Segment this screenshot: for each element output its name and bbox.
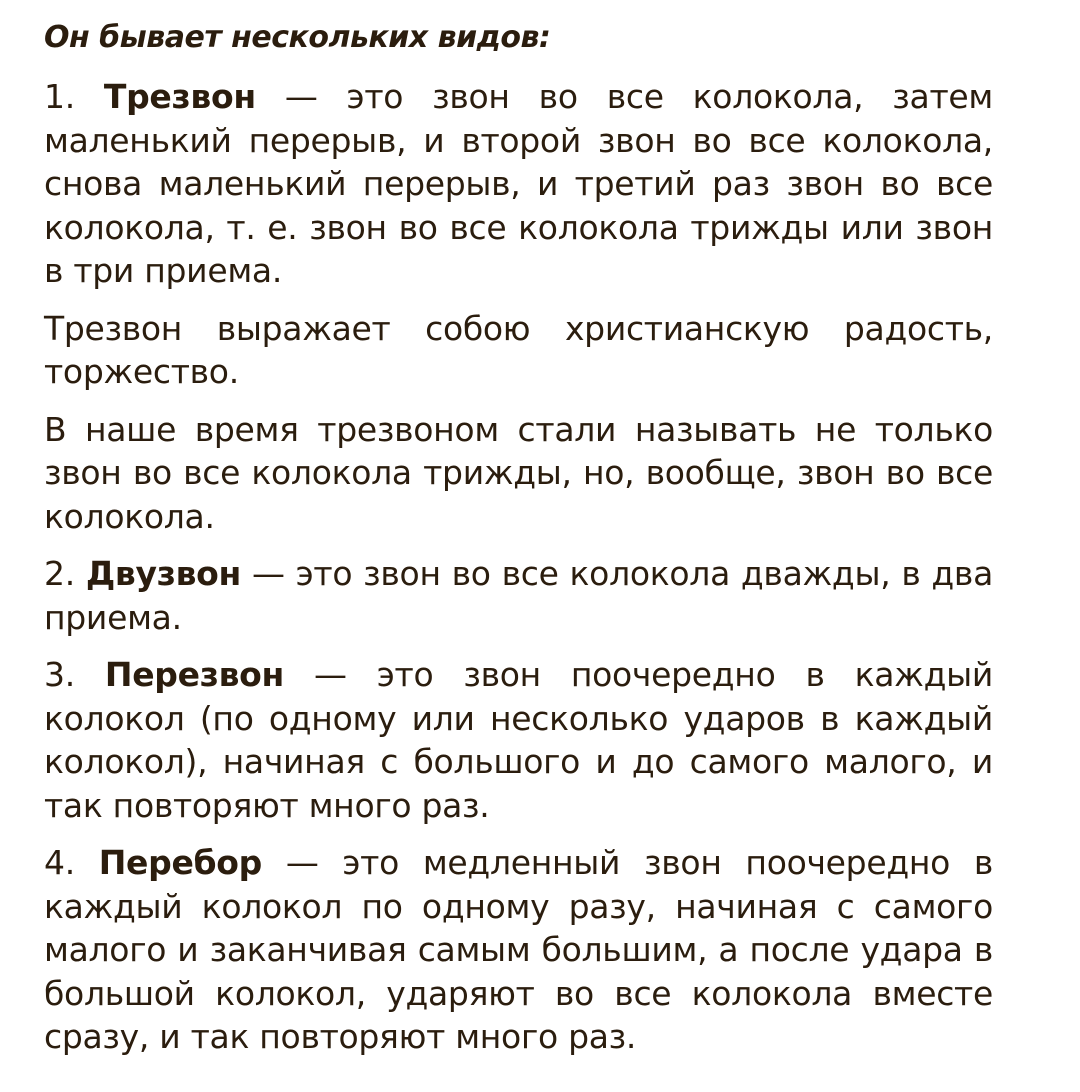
section-heading: Он бывает нескольких видов:	[44, 20, 551, 55]
paragraph-trezvon	[44, 75, 993, 293]
term-perezvon: Перезвон	[104, 655, 285, 694]
paragraph-perezvon	[44, 653, 993, 827]
item-text: Трезвон выражает собою христианскую радость, торжество.	[44, 308, 993, 391]
item-text: — это звон поочередно в каждый колокол (по одному или несколько ударов в каждый колокол), начиная с большого и до самого малого, и так повторяют много раз.	[44, 655, 994, 825]
paragraph-trezvon-modern	[44, 408, 993, 539]
document-body	[44, 18, 993, 1073]
paragraph-perebor	[44, 841, 993, 1059]
item-number: 3.	[44, 655, 105, 694]
item-text: — это медленный звон поочередно в каждый колокол по одному разу, начиная с самого малого и заканчивая самым большим, а после удара в большой колокол, ударяют во все колокола вместе сразу, и так повторяют много раз.	[44, 843, 994, 1056]
item-text: — это звон во все колокола дважды, в два приема.	[44, 554, 993, 637]
term-dvuzvon: Двузвон	[85, 554, 242, 593]
item-number: 4.	[44, 843, 99, 882]
item-number: 2.	[44, 554, 86, 593]
paragraph-dvuzvon	[44, 552, 993, 639]
term-trezvon: Трезвон	[103, 77, 256, 116]
item-text: — это звон во все колокола, затем маленький перерыв, и второй звон во все колокола, снова маленький перерыв, и третий раз звон во все колокола, т. е. звон во все колокола трижды или звон в три приема.	[44, 77, 993, 290]
paragraph-trezvon-meaning	[44, 307, 993, 394]
term-perebor: Перебор	[98, 843, 262, 882]
item-text: В наше время трезвоном стали называть не только звон во все колокола трижды, но, вообще, звон во все колокола.	[44, 409, 993, 536]
item-number: 1.	[44, 77, 104, 116]
